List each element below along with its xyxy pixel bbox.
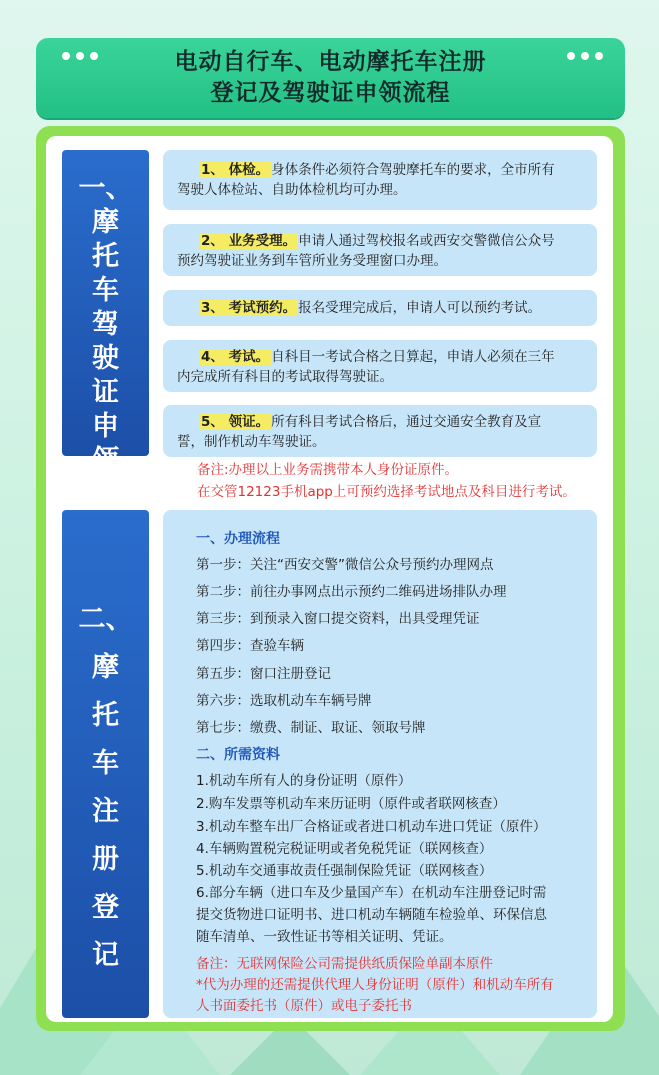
section2-note: 备注：无联网保险公司需提供纸质保险单副本原件 <box>196 956 493 972</box>
step-box-4 <box>163 340 597 392</box>
title-line-1: 电动自行车、电动摩托车注册 <box>174 49 487 75</box>
section1-title-char: 车 <box>92 275 119 306</box>
step-text: 报名受理完成后，申请人可以预约考试。 <box>298 300 542 316</box>
step-box-2 <box>163 224 597 276</box>
material-item: 6.部分车辆（进口车及少量国产车）在机动车注册登记时需 <box>196 885 547 901</box>
page-title <box>36 47 625 109</box>
process-step: 第七步：缴费、制证、取证、领取号牌 <box>196 720 426 736</box>
step-text: 驾驶人体检站、自助体检机均可办理。 <box>177 182 407 198</box>
section2-title-char: 注 <box>92 796 119 827</box>
material-item: 2.购车发票等机动车来历证明（原件或者联网核查） <box>196 796 506 812</box>
process-step: 第五步：窗口注册登记 <box>196 666 331 682</box>
step-label: 4、 考试。 <box>201 349 270 365</box>
step-label: 3、 考试预约。 <box>201 300 297 316</box>
material-item: 随车清单、一致性证书等相关证明、凭证。 <box>196 929 453 945</box>
section2-title-char: 摩 <box>92 652 119 683</box>
section2-note: *代为办理的还需提供代理人身份证明（原件）和机动车所有 <box>196 977 554 993</box>
materials-heading: 二、所需资料 <box>196 747 280 763</box>
section1-note-1: 备注:办理以上业务需携带本人身份证原件。 <box>197 462 459 478</box>
material-item: 提交货物进口证明书、进口机动车辆随车检验单、环保信息 <box>196 907 547 923</box>
section2-note: 人书面委托书（原件）或电子委托书 <box>196 998 412 1014</box>
step-text: 预约驾驶证业务到车管所业务受理窗口办理。 <box>177 253 447 269</box>
section1-title-char: 申 <box>92 411 119 442</box>
section2-title-char: 托 <box>92 700 119 731</box>
section1-note-2: 在交管12123手机app上可预约选择考试地点及科目进行考试。 <box>197 484 576 500</box>
section1-title-char: 摩 <box>92 207 119 238</box>
section1-title-char: 托 <box>92 241 119 272</box>
step-label: 1、 体检。 <box>201 162 270 178</box>
step-label: 2、 业务受理。 <box>201 233 297 249</box>
step-box-3 <box>163 290 597 326</box>
process-heading: 一、办理流程 <box>196 531 280 547</box>
step-box-1 <box>163 150 597 210</box>
step-text: 所有科目考试合格后，通过交通安全教育及宣 <box>271 414 542 430</box>
section2-title-char: 册 <box>92 844 119 875</box>
section1-title-char: 驾 <box>92 309 119 340</box>
material-item: 5.机动车交通事故责任强制保险凭证（联网核查） <box>196 863 493 879</box>
section2-title-char: 记 <box>92 940 119 971</box>
step-text: 身体条件必须符合驾驶摩托车的要求，全市所有 <box>271 162 555 178</box>
step-label: 5、 领证。 <box>201 414 270 430</box>
section1-title-char: 领 <box>92 445 119 476</box>
section1-title-char: 一、 <box>78 173 133 204</box>
page-header <box>36 38 625 118</box>
section2-title <box>62 510 149 1018</box>
process-step: 第二步：前往办事网点出示预约二维码进场排队办理 <box>196 584 507 600</box>
section2-title-char: 二、 <box>78 604 133 635</box>
section2-title-char: 登 <box>92 892 119 923</box>
process-step: 第四步：查验车辆 <box>196 638 304 654</box>
process-step: 第一步：关注“西安交警”微信公众号预约办理网点 <box>196 557 494 573</box>
step-text: 誓，制作机动车驾驶证。 <box>177 434 326 450</box>
section1-title <box>62 150 149 476</box>
material-item: 1.机动车所有人的身份证明（原件） <box>196 773 412 789</box>
step-text: 内完成所有科目的考试取得驾驶证。 <box>177 369 393 385</box>
section1-title-char: 驶 <box>92 343 119 374</box>
step-text: 申请人通过驾校报名或西安交警微信公众号 <box>298 233 555 249</box>
process-step: 第六步：选取机动车车辆号牌 <box>196 693 372 709</box>
material-item: 3.机动车整车出厂合格证或者进口机动车进口凭证（原件） <box>196 819 547 835</box>
step-text: 自科目一考试合格之日算起，申请人必须在三年 <box>271 349 555 365</box>
section1-title-char: 证 <box>92 377 119 408</box>
step-box-5 <box>163 405 597 457</box>
section2-title-char: 车 <box>92 748 119 779</box>
process-step: 第三步：到预录入窗口提交资料，出具受理凭证 <box>196 611 480 627</box>
title-line-2: 登记及驾驶证申领流程 <box>210 80 451 106</box>
material-item: 4.车辆购置税完税证明或者免税凭证（联网核查） <box>196 841 493 857</box>
